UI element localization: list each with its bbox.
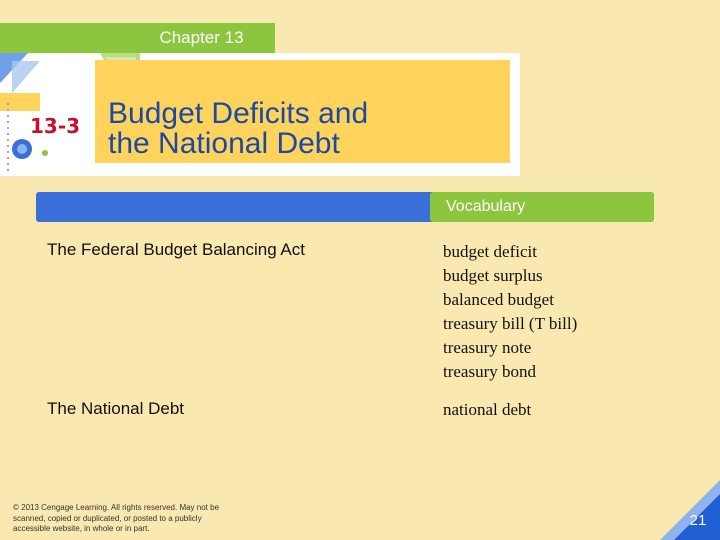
page-title (108, 99, 508, 159)
term-item: treasury bond (443, 362, 537, 381)
copyright-line: scanned, copied or duplicated, or posted to a publicly (13, 513, 202, 523)
section-number: 13-3 (30, 114, 81, 138)
term-item: treasury bill (T bill) (443, 314, 578, 333)
term-item: treasury note (443, 338, 532, 357)
chapter-label: Chapter 13 (159, 28, 244, 47)
copyright-line: © 2013 Cengage Learning. All rights reserved. May not be (13, 503, 220, 512)
title-line-2: the National Debt (108, 127, 340, 160)
chapter-tab (0, 23, 275, 53)
copyright-notice (13, 503, 253, 535)
copyright-line: accessible website, in whole or in part. (13, 524, 150, 533)
term-item: budget surplus (443, 266, 543, 285)
term-item: budget deficit (443, 242, 537, 261)
topic-budget-balancing-act: The Federal Budget Balancing Act (47, 240, 305, 259)
term-list-budget-balancing-act (443, 240, 577, 384)
term-item: national debt (443, 400, 532, 419)
topic-national-debt: The National Debt (47, 399, 185, 418)
term-item: balanced budget (443, 290, 554, 309)
title-line-1: Budget Deficits and (108, 97, 369, 130)
vocabulary-label: Vocabulary (446, 198, 526, 215)
term-list-national-debt (443, 398, 531, 422)
page-number: 21 (689, 512, 707, 529)
